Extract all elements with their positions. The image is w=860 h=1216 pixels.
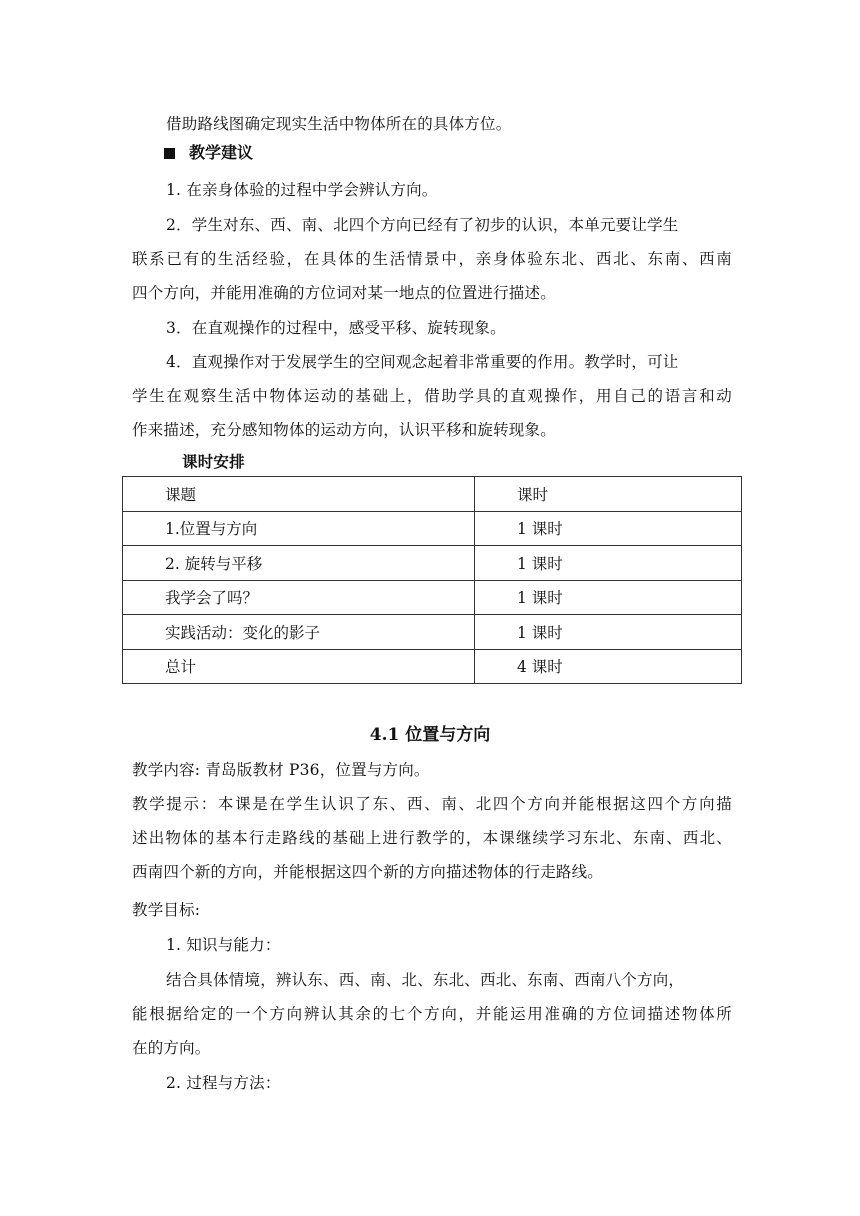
schedule-title: 课时安排 <box>182 452 245 471</box>
schedule-table <box>122 476 742 684</box>
suggestion-3: 3．在直观操作的过程中，感受平移、旋转现象。 <box>166 319 506 337</box>
row-topic: 总计 <box>123 649 475 684</box>
goal-1-line-1: 结合具体情境，辨认东、西、南、北、东北、西北、东南、西南八个方向， <box>166 971 685 989</box>
table-row <box>123 649 742 684</box>
row-periods: 4 课时 <box>475 649 742 684</box>
row-periods: 1 课时 <box>475 546 742 581</box>
row-topic: 1.位置与方向 <box>123 511 475 546</box>
suggestion-2-line-3: 四个方向，并能用准确的方位词对某一地点的位置进行描述。 <box>132 284 556 302</box>
lesson-hint-line-2: 述出物体的基本行走路线的基础上进行教学的，本课继续学习东北、东南、西北、 <box>132 829 732 847</box>
row-periods: 1 课时 <box>475 580 742 615</box>
table-row <box>123 615 742 650</box>
row-periods: 1 课时 <box>475 511 742 546</box>
suggestion-1: 1. 在亲身体验的过程中学会辨认方向。 <box>166 181 438 199</box>
suggestion-4-line-1: 4．直观操作对于发展学生的空间观念起着非常重要的作用。教学时，可让 <box>166 353 679 371</box>
goals-label: 教学目标: <box>132 901 201 919</box>
intro-line: 借助路线图确定现实生活中物体所在的具体方位。 <box>166 115 512 133</box>
lesson-hint-line-1: 教学提示：本课是在学生认识了东、西、南、北四个方向并能根据这四个方向描 <box>132 795 732 813</box>
suggestion-4-line-2: 学生在观察生活中物体运动的基础上，借助学具的直观操作，用自己的语言和动 <box>132 387 732 405</box>
suggestion-2-line-1: 2．学生对东、西、南、北四个方向已经有了初步的认识，本单元要让学生 <box>166 216 679 234</box>
header-periods: 课时 <box>475 477 742 512</box>
row-topic: 2. 旋转与平移 <box>123 546 475 581</box>
goal-2-label: 2. 过程与方法： <box>166 1074 281 1092</box>
table-header-row <box>123 477 742 512</box>
suggestion-4-line-3: 作来描述，充分感知物体的运动方向，认识平移和旋转现象。 <box>132 421 556 439</box>
goal-1-line-2: 能根据给定的一个方向辨认其余的七个方向，并能运用准确的方位词描述物体所 <box>132 1005 732 1023</box>
row-topic: 实践活动：变化的影子 <box>123 615 475 650</box>
row-topic: 我学会了吗？ <box>123 580 475 615</box>
suggestion-2-line-2: 联系已有的生活经验，在具体的生活情景中，亲身体验东北、西北、东南、西南 <box>132 250 732 268</box>
row-periods: 1 课时 <box>475 615 742 650</box>
goal-1-line-3: 在的方向。 <box>132 1039 211 1057</box>
lesson-content: 教学内容: 青岛版教材 P36，位置与方向。 <box>132 761 430 779</box>
table-row <box>123 580 742 615</box>
table-row <box>123 546 742 581</box>
goal-1-label: 1. 知识与能力： <box>166 936 281 954</box>
square-bullet-icon <box>164 148 175 159</box>
header-topic: 课题 <box>123 477 475 512</box>
section-heading-text: 教学建议 <box>189 143 254 162</box>
table-row <box>123 511 742 546</box>
section-heading <box>164 143 253 163</box>
lesson-title: 4.1 位置与方向 <box>369 725 491 745</box>
lesson-hint-line-3: 西南四个新的方向，并能根据这四个新的方向描述物体的行走路线。 <box>132 863 604 881</box>
